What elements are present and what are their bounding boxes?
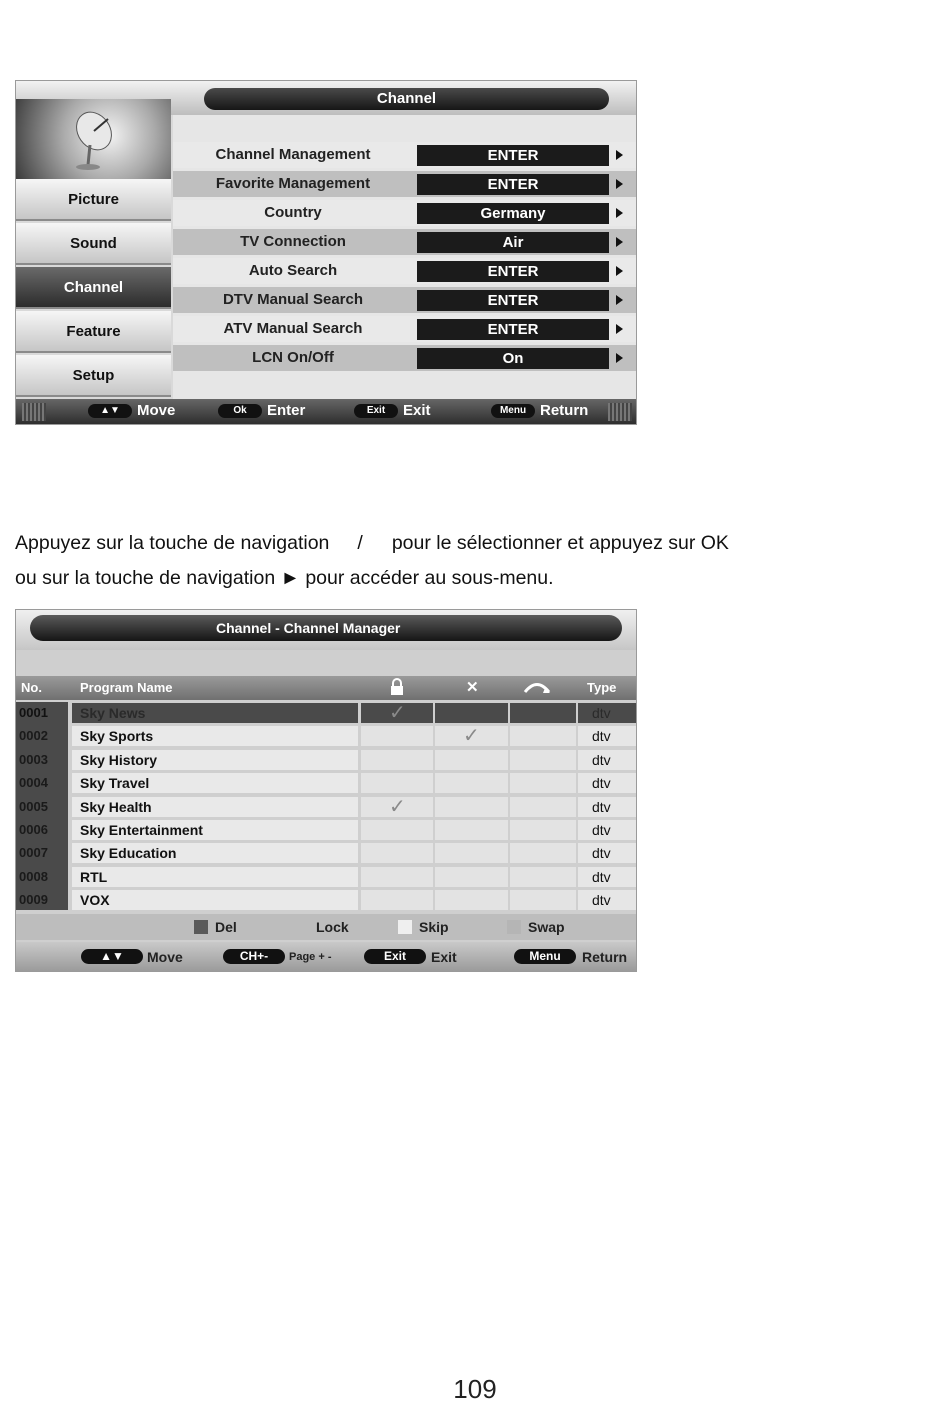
program-name-cell bbox=[72, 820, 358, 840]
menu-item-label: LCN On/Off bbox=[252, 349, 334, 366]
lock-color-swatch bbox=[295, 920, 309, 934]
channel-type: dtv bbox=[592, 892, 611, 909]
menu-item-label: Channel Management bbox=[215, 146, 371, 163]
return-hint: Return bbox=[582, 949, 628, 965]
swap-cell[interactable] bbox=[510, 773, 576, 793]
menu-item-label: DTV Manual Search bbox=[222, 291, 364, 308]
menu-item-value[interactable]: ENTER bbox=[417, 145, 609, 166]
table-header bbox=[16, 676, 636, 700]
arrow-right-icon bbox=[616, 266, 623, 276]
channel-number: 0004 bbox=[19, 775, 48, 791]
menu-key-badge: Menu bbox=[491, 404, 535, 418]
move-hint: Move bbox=[147, 949, 183, 965]
enter-hint: Enter bbox=[267, 402, 306, 419]
satellite-dish-icon bbox=[16, 99, 171, 179]
skip-cell[interactable] bbox=[435, 750, 508, 770]
menu-item-label: Favorite Management bbox=[215, 175, 371, 192]
instruction-line-1 bbox=[15, 532, 729, 555]
type-cell bbox=[578, 773, 636, 793]
move-key-badge: ▲▼ bbox=[88, 404, 132, 418]
menu-item-atv-manual-search[interactable] bbox=[173, 316, 636, 342]
channel-type: dtv bbox=[592, 798, 611, 815]
swap-color-swatch bbox=[507, 920, 521, 934]
menu-item-value[interactable]: ENTER bbox=[417, 174, 609, 195]
swap-cell[interactable] bbox=[510, 867, 576, 887]
menu-item-value[interactable]: On bbox=[417, 348, 609, 369]
lock-cell[interactable] bbox=[361, 820, 433, 840]
exit-hint: Exit bbox=[403, 402, 431, 419]
lock-cell[interactable] bbox=[361, 750, 433, 770]
menu-item-value[interactable]: ENTER bbox=[417, 261, 609, 282]
column-program-name: Program Name bbox=[80, 680, 173, 695]
menu-key-badge: Menu bbox=[514, 949, 576, 964]
legend-del: Del bbox=[215, 919, 237, 935]
sidebar-tab-feature[interactable]: Feature bbox=[16, 311, 171, 353]
menu-item-dtv-manual-search[interactable] bbox=[173, 287, 636, 313]
table-row[interactable] bbox=[16, 796, 636, 818]
channel-number: 0008 bbox=[19, 868, 48, 884]
program-name-cell bbox=[72, 797, 358, 817]
arrow-right-icon bbox=[616, 208, 623, 218]
page-hint: Page + - bbox=[289, 951, 332, 963]
program-name: Sky Education bbox=[80, 845, 177, 862]
skip-cell[interactable] bbox=[435, 726, 508, 746]
menu-footer-hints bbox=[16, 399, 636, 424]
program-name-cell bbox=[72, 890, 358, 910]
program-name: Sky History bbox=[80, 751, 158, 768]
program-name-cell bbox=[72, 773, 358, 793]
type-cell bbox=[578, 797, 636, 817]
channel-type: dtv bbox=[592, 705, 611, 721]
channel-number: 0003 bbox=[19, 751, 48, 767]
manager-title: Channel - Channel Manager bbox=[30, 615, 622, 641]
swap-cell[interactable] bbox=[510, 890, 576, 910]
channel-number: 0007 bbox=[19, 845, 48, 861]
skip-cell[interactable] bbox=[435, 820, 508, 840]
lock-cell[interactable] bbox=[361, 703, 433, 723]
program-name: Sky Entertainment bbox=[80, 822, 203, 838]
return-hint: Return bbox=[540, 402, 589, 419]
arrow-right-icon bbox=[616, 150, 623, 160]
type-cell bbox=[578, 867, 636, 887]
swap-icon bbox=[522, 679, 552, 698]
column-no: No. bbox=[21, 680, 42, 695]
table-row[interactable] bbox=[16, 819, 636, 841]
lock-cell[interactable] bbox=[361, 890, 433, 910]
legend-bar bbox=[16, 914, 636, 940]
instruction-separator: / bbox=[357, 532, 363, 554]
check-icon: ✓ bbox=[463, 725, 480, 748]
del-color-swatch bbox=[194, 920, 208, 934]
program-name: RTL bbox=[80, 868, 108, 885]
channel-manager-screen bbox=[15, 609, 637, 972]
lock-cell[interactable] bbox=[361, 726, 433, 746]
skip-cell[interactable] bbox=[435, 773, 508, 793]
swap-cell[interactable] bbox=[510, 750, 576, 770]
type-cell bbox=[578, 843, 636, 863]
swap-cell[interactable] bbox=[510, 797, 576, 817]
menu-item-value[interactable]: ENTER bbox=[417, 319, 609, 340]
arrow-right-icon bbox=[616, 237, 623, 247]
type-cell bbox=[578, 890, 636, 910]
menu-item-auto-search[interactable] bbox=[173, 258, 636, 284]
channel-type: dtv bbox=[592, 868, 611, 885]
ch-key-badge: CH+- bbox=[223, 949, 285, 964]
type-cell bbox=[578, 750, 636, 770]
program-name: VOX bbox=[80, 892, 110, 909]
lock-cell[interactable] bbox=[361, 867, 433, 887]
channel-number: 0002 bbox=[19, 728, 48, 744]
channel-type: dtv bbox=[592, 728, 611, 745]
channel-number: 0006 bbox=[19, 822, 48, 837]
instruction-text: Appuyez sur la touche de navigation bbox=[15, 532, 330, 554]
table-row[interactable] bbox=[16, 772, 636, 794]
lock-cell[interactable] bbox=[361, 843, 433, 863]
program-name-cell bbox=[72, 750, 358, 770]
skip-cell[interactable] bbox=[435, 867, 508, 887]
lock-icon bbox=[389, 678, 405, 699]
sidebar-tab-channel[interactable]: Channel bbox=[16, 267, 171, 309]
channel-type: dtv bbox=[592, 775, 611, 792]
arrow-right-icon bbox=[616, 295, 623, 305]
arrow-right-icon bbox=[616, 353, 623, 363]
manager-footer-hints bbox=[16, 942, 636, 971]
legend-lock: Lock bbox=[316, 919, 349, 935]
table-row[interactable] bbox=[16, 889, 636, 911]
swap-cell[interactable] bbox=[510, 703, 576, 723]
table-row[interactable] bbox=[16, 725, 636, 747]
lock-cell[interactable] bbox=[361, 797, 433, 817]
legend-swap: Swap bbox=[528, 919, 565, 935]
exit-key-badge: Exit bbox=[364, 949, 426, 964]
type-cell bbox=[578, 726, 636, 746]
channel-number: 0009 bbox=[19, 892, 48, 908]
table-row[interactable] bbox=[16, 842, 636, 864]
lock-cell[interactable] bbox=[361, 773, 433, 793]
channel-number: 0001 bbox=[19, 705, 48, 720]
instruction-text: pour le sélectionner et appuyez sur OK bbox=[391, 532, 729, 554]
channel-menu-screen bbox=[15, 80, 637, 425]
menu-item-label: ATV Manual Search bbox=[223, 320, 363, 337]
corner-grid-decoration bbox=[608, 403, 632, 421]
channel-type: dtv bbox=[592, 751, 611, 768]
table-row[interactable] bbox=[16, 702, 636, 724]
exit-key-badge: Exit bbox=[354, 404, 398, 418]
manager-top-bar bbox=[16, 610, 636, 650]
menu-item-value[interactable]: ENTER bbox=[417, 290, 609, 311]
swap-cell[interactable] bbox=[510, 726, 576, 746]
channel-number: 0005 bbox=[19, 798, 48, 814]
table-row[interactable] bbox=[16, 866, 636, 888]
menu-item-lcn-onoff[interactable] bbox=[173, 345, 636, 371]
arrow-right-icon bbox=[616, 179, 623, 189]
menu-item-label: TV Connection bbox=[240, 233, 346, 250]
arrow-right-icon bbox=[616, 324, 623, 334]
type-cell bbox=[578, 703, 636, 723]
skip-cell[interactable] bbox=[435, 890, 508, 910]
program-name-cell bbox=[72, 726, 358, 746]
skip-cell[interactable] bbox=[435, 797, 508, 817]
skip-icon: ✕ bbox=[466, 679, 479, 696]
sidebar-tab-picture[interactable]: Picture bbox=[16, 179, 171, 221]
program-name: Sky Travel bbox=[80, 775, 150, 792]
program-name-cell bbox=[72, 843, 358, 863]
channel-type: dtv bbox=[592, 845, 611, 862]
move-hint: Move bbox=[137, 402, 176, 419]
skip-cell[interactable] bbox=[435, 703, 508, 723]
menu-item-country[interactable] bbox=[173, 200, 636, 226]
program-name-cell bbox=[72, 867, 358, 887]
program-name: Sky Health bbox=[80, 798, 152, 815]
menu-item-favorite-management[interactable] bbox=[173, 171, 636, 197]
type-cell bbox=[578, 820, 636, 840]
menu-item-channel-management[interactable] bbox=[173, 142, 636, 168]
skip-cell[interactable] bbox=[435, 843, 508, 863]
exit-hint: Exit bbox=[431, 949, 457, 965]
move-key-badge: ▲▼ bbox=[81, 949, 143, 964]
table-row[interactable] bbox=[16, 749, 636, 771]
menu-item-label: Country bbox=[264, 204, 322, 221]
menu-item-value[interactable]: Germany bbox=[417, 203, 609, 224]
legend-skip: Skip bbox=[419, 919, 449, 935]
page-number: 109 bbox=[453, 1374, 497, 1404]
column-type: Type bbox=[587, 680, 617, 695]
program-name-cell bbox=[72, 703, 358, 723]
menu-title: Channel bbox=[204, 88, 609, 110]
skip-color-swatch bbox=[398, 920, 412, 934]
menu-item-value[interactable]: Air bbox=[417, 232, 609, 253]
menu-item-tv-connection[interactable] bbox=[173, 229, 636, 255]
swap-cell[interactable] bbox=[510, 820, 576, 840]
sidebar-tab-setup[interactable]: Setup bbox=[16, 355, 171, 397]
check-icon: ✓ bbox=[389, 702, 406, 724]
program-name: Sky Sports bbox=[80, 728, 154, 745]
instruction-line-2: ou sur la touche de navigation ► pour accéder au sous-menu. bbox=[15, 567, 554, 589]
ok-key-badge: Ok bbox=[218, 404, 262, 418]
check-icon: ✓ bbox=[389, 795, 406, 818]
corner-grid-decoration bbox=[22, 403, 46, 421]
program-name: Sky News bbox=[80, 705, 146, 721]
sidebar-tab-sound[interactable]: Sound bbox=[16, 223, 171, 265]
menu-item-label: Auto Search bbox=[248, 262, 338, 279]
channel-type: dtv bbox=[592, 822, 611, 838]
channel-menu-list bbox=[173, 115, 636, 399]
swap-cell[interactable] bbox=[510, 843, 576, 863]
